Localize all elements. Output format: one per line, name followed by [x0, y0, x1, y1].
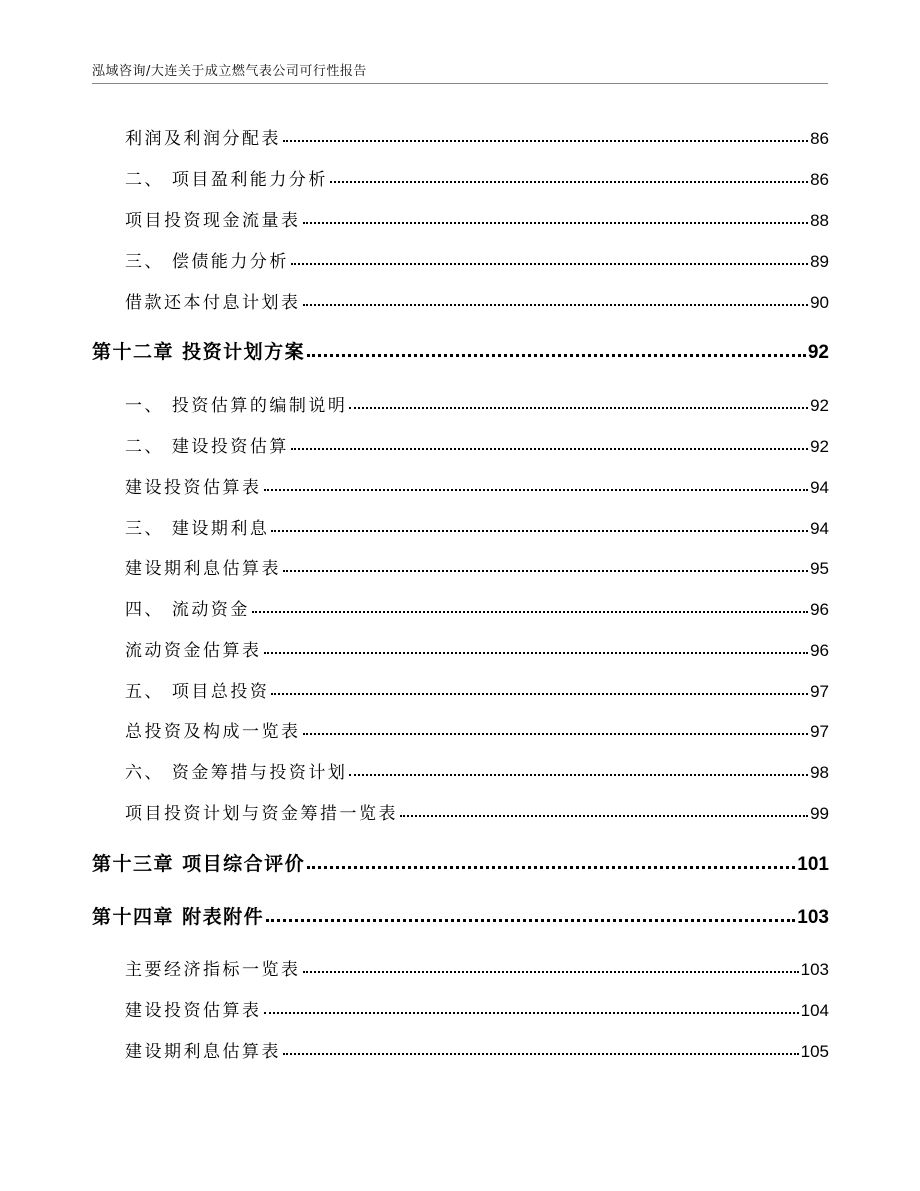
toc-entry[interactable] [125, 955, 829, 979]
toc-entry-page: 94 [810, 478, 829, 497]
toc-entry-page: 96 [810, 641, 829, 660]
toc-entry[interactable] [125, 165, 829, 189]
toc-entry-title: 三、 建设期利息 [125, 519, 270, 539]
toc-entry-page: 88 [810, 211, 829, 230]
toc-entry[interactable] [125, 636, 829, 660]
toc-entry-title: 三、 偿债能力分析 [125, 252, 289, 272]
toc-entry-title: 借款还本付息计划表 [125, 293, 301, 313]
toc-leader-dots [291, 262, 808, 265]
toc-entry-page: 86 [810, 170, 829, 189]
toc-chapter-entry[interactable] [92, 902, 829, 928]
toc-entry-page: 90 [810, 293, 829, 312]
toc-chapter-title: 第十四章 附表附件 [92, 906, 265, 928]
toc-leader-dots [307, 353, 806, 357]
toc-entry[interactable] [125, 758, 829, 782]
toc-leader-dots [264, 488, 809, 491]
toc-leader-dots [349, 773, 808, 776]
toc-entry-page: 96 [810, 600, 829, 619]
toc-entry-page: 105 [800, 1042, 829, 1061]
toc-leader-dots [303, 221, 809, 224]
toc-entry-page: 97 [810, 682, 829, 701]
toc-entry[interactable] [125, 514, 829, 538]
toc-entry-title: 主要经济指标一览表 [125, 960, 301, 980]
toc-leader-dots [283, 139, 808, 142]
toc-entry-title: 二、 建设投资估算 [125, 437, 289, 457]
toc-entry-title: 建设期利息估算表 [125, 1042, 281, 1062]
toc-leader-dots [264, 651, 809, 654]
toc-entry-title: 项目投资计划与资金筹措一览表 [125, 804, 398, 824]
toc-entry-page: 92 [810, 437, 829, 456]
toc-entry[interactable] [125, 247, 829, 271]
toc-entry[interactable] [125, 717, 829, 741]
toc-entry[interactable] [125, 799, 829, 823]
toc-chapter-entry[interactable] [92, 849, 829, 875]
toc-entry-page: 94 [810, 519, 829, 538]
toc-leader-dots [283, 569, 808, 572]
toc-chapter-page: 101 [797, 854, 829, 875]
toc-leader-dots [307, 865, 795, 869]
toc-entry-title: 流动资金估算表 [125, 641, 262, 661]
page-header: 泓域咨询/大连关于成立燃气表公司可行性报告 [92, 64, 367, 79]
toc-leader-dots [271, 529, 808, 532]
toc-entry-title: 六、 资金筹措与投资计划 [125, 763, 348, 783]
toc-entry-page: 103 [800, 960, 829, 979]
toc-leader-dots [271, 692, 808, 695]
toc-entry[interactable] [125, 677, 829, 701]
toc-leader-dots [400, 814, 808, 817]
toc-entry-page: 89 [810, 252, 829, 271]
toc-entry-title: 建设投资估算表 [125, 1001, 262, 1021]
toc-leader-dots [283, 1052, 799, 1055]
toc-entry-title: 四、 流动资金 [125, 600, 250, 620]
toc-entry-title: 五、 项目总投资 [125, 682, 270, 702]
toc-leader-dots [264, 1011, 799, 1014]
toc-leader-dots [303, 970, 799, 973]
toc-leader-dots [291, 447, 808, 450]
header-divider [92, 83, 828, 84]
toc-entry-title: 建设投资估算表 [125, 478, 262, 498]
toc-leader-dots [303, 732, 809, 735]
toc-entry[interactable] [125, 1037, 829, 1061]
toc-leader-dots [303, 303, 809, 306]
toc-chapter-title: 第十二章 投资计划方案 [92, 341, 306, 363]
toc-entry[interactable] [125, 554, 829, 578]
toc-entry[interactable] [125, 288, 829, 312]
toc-chapter-entry[interactable] [92, 337, 829, 363]
toc-entry-title: 项目投资现金流量表 [125, 211, 301, 231]
toc-entry-title: 二、 项目盈利能力分析 [125, 170, 328, 190]
toc-entry-title: 利润及利润分配表 [125, 129, 281, 149]
toc-entry[interactable] [125, 432, 829, 456]
toc-chapter-page: 92 [807, 342, 829, 363]
toc-leader-dots [266, 918, 795, 922]
toc-entry[interactable] [125, 996, 829, 1020]
toc-chapter-page: 103 [797, 907, 829, 928]
toc-entry-title: 建设期利息估算表 [125, 559, 281, 579]
toc-leader-dots [252, 610, 808, 613]
toc-entry[interactable] [125, 473, 829, 497]
toc-entry-page: 98 [810, 763, 829, 782]
toc-chapter-title: 第十三章 项目综合评价 [92, 853, 306, 875]
toc-entry[interactable] [125, 595, 829, 619]
toc-entry-page: 92 [810, 396, 829, 415]
toc-entry[interactable] [125, 124, 829, 148]
toc-entry-title: 一、 投资估算的编制说明 [125, 396, 348, 416]
toc-entry-page: 97 [810, 722, 829, 741]
toc-entry[interactable] [125, 391, 829, 415]
toc-entry-title: 总投资及构成一览表 [125, 722, 301, 742]
toc-leader-dots [349, 406, 808, 409]
toc-leader-dots [330, 180, 808, 183]
toc-entry[interactable] [125, 206, 829, 230]
toc-entry-page: 86 [810, 129, 829, 148]
toc-entry-page: 99 [810, 804, 829, 823]
toc-entry-page: 95 [810, 559, 829, 578]
toc-entry-page: 104 [800, 1001, 829, 1020]
